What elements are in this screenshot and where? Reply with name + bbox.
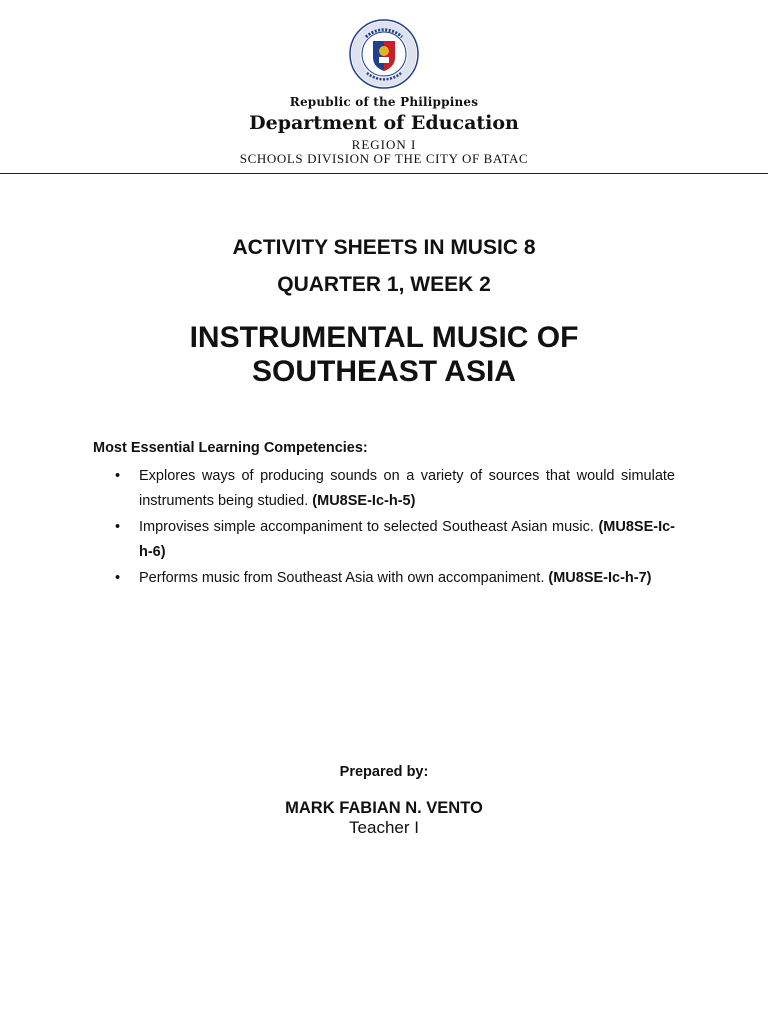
competency-text: Improvises simple accompaniment to selected Southeast Asian music. [139, 519, 599, 535]
competency-code: (MU8SE-Ic-h-5) [312, 493, 416, 509]
republic-label: Republic of the Philippines [289, 95, 479, 109]
competencies-list [93, 464, 675, 592]
competency-code: (MU8SE-Ic-h-6) [139, 519, 675, 560]
competency-text: Performs music from Southeast Asia with own accompaniment. [139, 570, 549, 586]
deped-seal-icon [349, 19, 419, 89]
competency-text: Explores ways of producing sounds on a variety of sources that would simulate instruments being studied. [139, 468, 675, 509]
main-title-line-1: INSTRUMENTAL MUSIC OF [189, 321, 579, 354]
bullet-icon: • [115, 570, 121, 586]
bullet-icon: • [115, 468, 121, 484]
document-header [0, 0, 768, 174]
author-role: Teacher I [349, 818, 419, 837]
department-label: Department of Education [249, 112, 519, 134]
region-label: REGION I [351, 137, 417, 152]
division-label: SCHOOLS DIVISION OF THE CITY OF BATAC [239, 151, 529, 166]
main-title [0, 321, 768, 389]
author-name: MARK FABIAN N. VENTO [285, 799, 483, 817]
prepared-by-label: Prepared by: [339, 764, 429, 780]
header-divider [0, 173, 768, 174]
list-item [93, 515, 675, 565]
quarter-week-title: QUARTER 1, WEEK 2 [277, 273, 491, 296]
activity-sheet-title: ACTIVITY SHEETS IN MUSIC 8 [232, 236, 536, 259]
main-title-line-2: SOUTHEAST ASIA [252, 355, 516, 388]
list-item [93, 566, 675, 591]
competencies-heading: Most Essential Learning Competencies: [93, 440, 368, 456]
list-item [93, 464, 675, 514]
competency-code: (MU8SE-Ic-h-7) [548, 570, 652, 586]
bullet-icon: • [115, 519, 121, 535]
